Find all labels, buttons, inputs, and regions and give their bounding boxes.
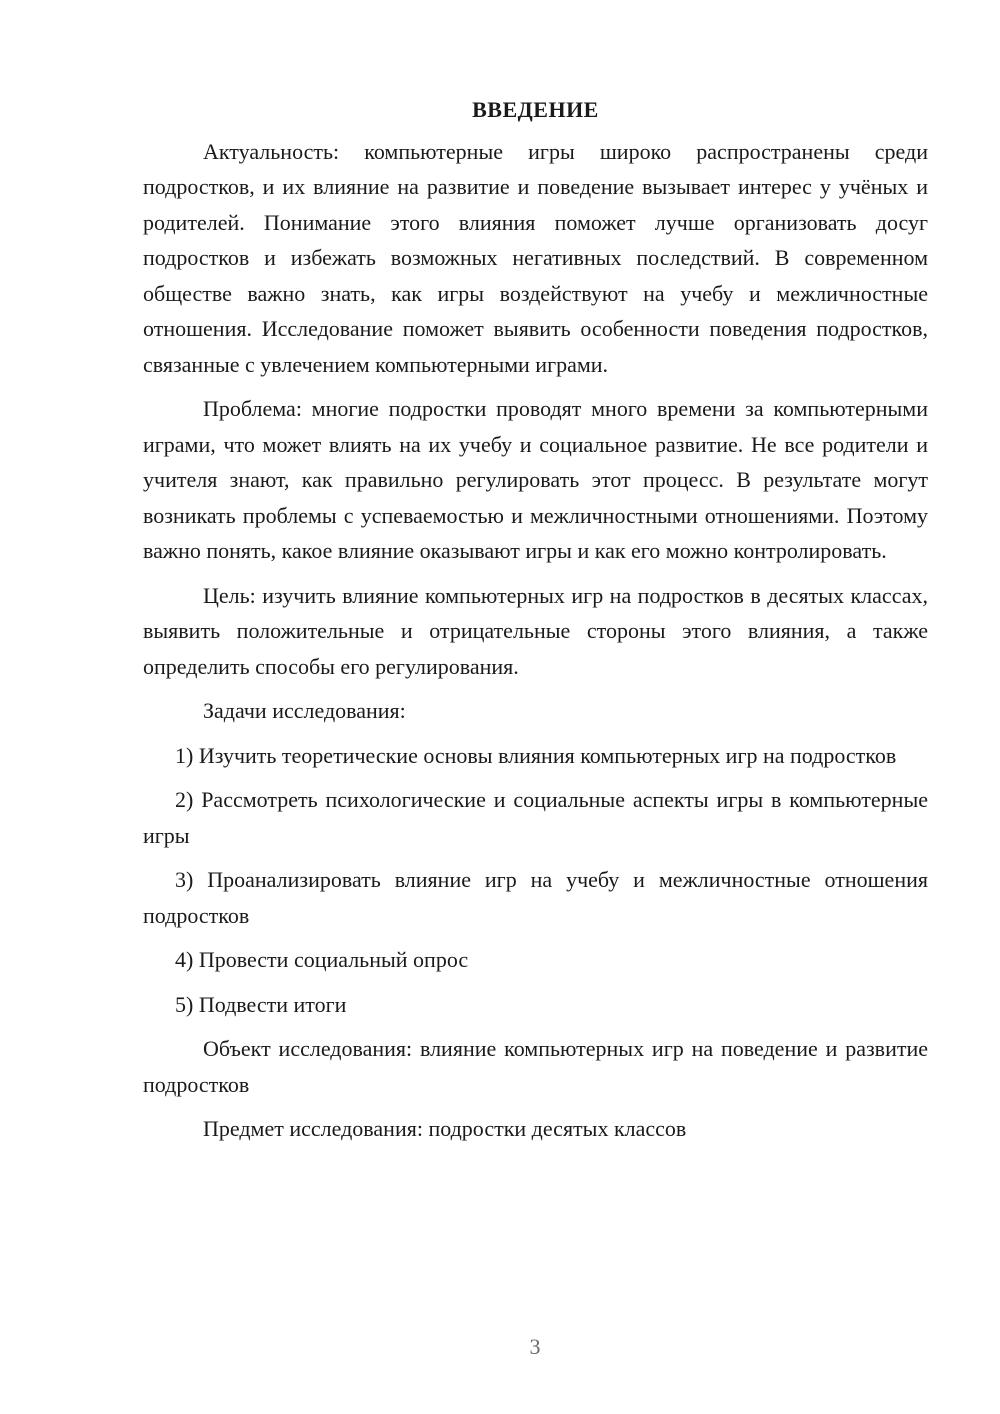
tasks-title: Задачи исследования: (203, 698, 406, 723)
task-item: 4) Провести социальный опрос (175, 947, 469, 972)
problem-paragraph: Проблема: многие подростки проводят много времени за компьютерными играми, что может влиять на их учебу и социальное развитие. Не все родители и учителя знают, как правильно регулировать этот процесс. В результате могут возникать проблемы с успеваемостью и межличностными отношениями. Поэтому важно понять, какое влияние оказывают игры и как его можно контролировать. (143, 396, 928, 563)
goal-paragraph: Цель: изучить влияние компьютерных игр на подростков в десятых классах, выявить положительные и отрицательные стороны этого влияния, а также определить способы его регулирования. (143, 582, 928, 679)
object-paragraph: Объект исследования: влияние компьютерных игр на поведение и развитие подростков (143, 1036, 928, 1097)
page-body (143, 92, 928, 1156)
relevance-paragraph: Актуальность: компьютерные игры широко распространены среди подростков, и их влияние на развитие и поведение вызывает интерес у учёных и родителей. Понимание этого влияния поможет лучше организовать досуг подростков и избежать возможных негативных последствий. В современном обществе важно знать, как игры воздействуют на учебу и межличностные отношения. Исследование поможет выявить особенности поведения подростков, связанные с увлечением компьютерными играми. (143, 138, 928, 377)
task-item: 1) Изучить теоретические основы влияния компьютерных игр на подростков (175, 742, 897, 768)
page-number: 3 (529, 1334, 541, 1359)
subject-paragraph: Предмет исследования: подростки десятых классов (203, 1116, 687, 1141)
task-item: 5) Подвести итоги (175, 991, 347, 1017)
page-heading: ВВЕДЕНИЕ (472, 97, 599, 122)
task-item: 2) Рассмотреть психологические и социальные аспекты игры в компьютерные игры (143, 787, 928, 848)
task-item: 3) Проанализировать влияние игр на учебу и межличностные отношения подростков (143, 867, 928, 928)
